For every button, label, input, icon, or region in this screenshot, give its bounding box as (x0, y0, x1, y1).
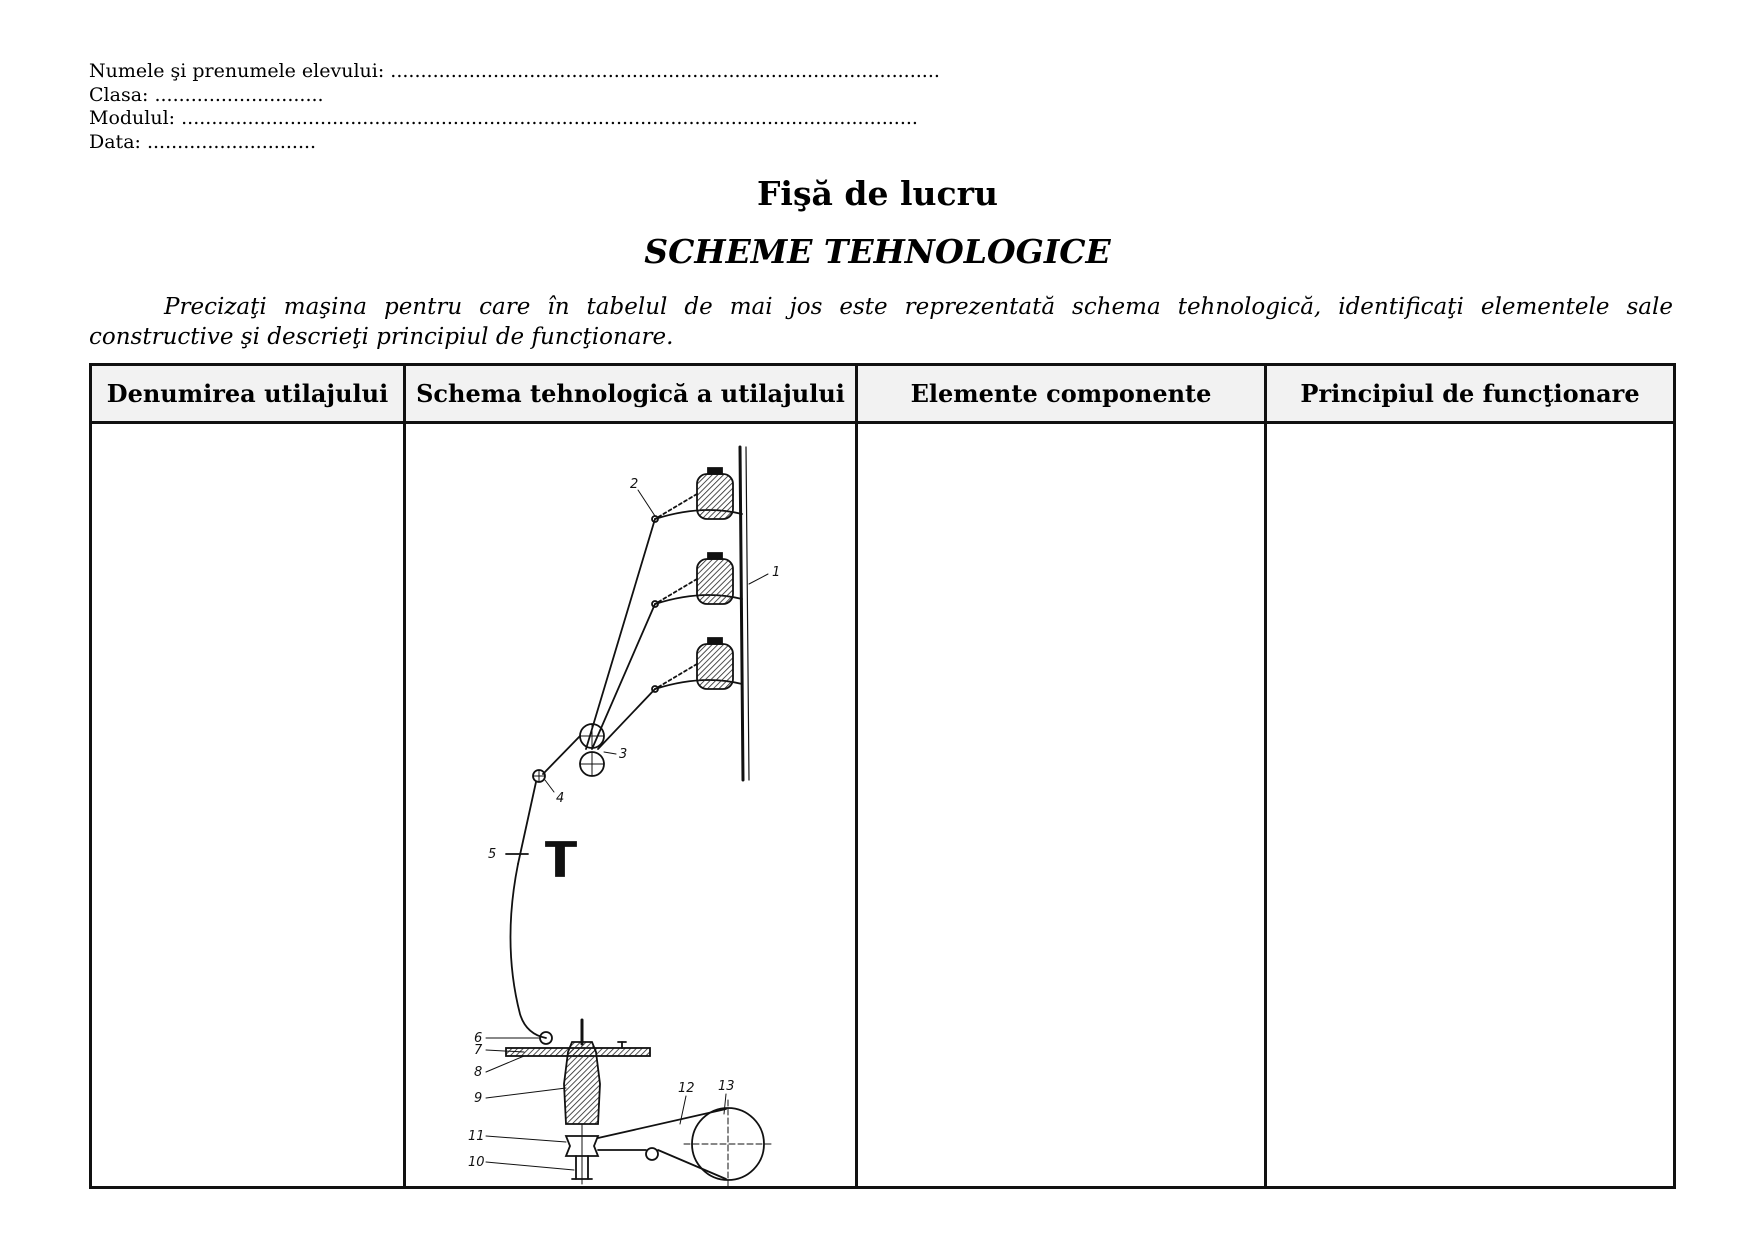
table-header-row (91, 365, 1675, 423)
scheme-label-8: 8 (474, 1065, 483, 1080)
technological-scheme-diagram (406, 424, 852, 1186)
scheme-label-2: 2 (630, 477, 639, 492)
class-field[interactable]: Clasa: ............................ (89, 83, 324, 106)
instructions-paragraph: Precizaţi maşina pentru care în tabelul de mai jos este reprezentată schema tehnologică, identificaţi elementele sale constructive şi descrieţi principiul de funcţionare. (89, 294, 1673, 350)
worksheet-table (89, 363, 1676, 1189)
date-field[interactable]: Data: ............................ (89, 130, 317, 153)
student-name-field[interactable]: Numele şi prenumele elevului: ........................................................................................... (89, 60, 940, 82)
scheme-label-11: 11 (468, 1129, 485, 1144)
scheme-label-12: 12 (678, 1081, 695, 1096)
table-row (91, 423, 1675, 1188)
cell-principiul[interactable] (1266, 423, 1675, 1188)
scheme-label-7: 7 (474, 1043, 483, 1058)
header-elemente: Elemente componente (857, 365, 1266, 423)
page-subtitle: SCHEME TEHNOLOGICE (644, 232, 1111, 271)
header-denumirea: Denumirea utilajului (91, 365, 405, 423)
scheme-label-13: 13 (718, 1079, 735, 1094)
scheme-label-9: 9 (474, 1091, 483, 1106)
page-title: Fişă de lucru (757, 174, 998, 213)
header-schema: Schema tehnologică a utilajului (405, 365, 857, 423)
cell-schema (405, 423, 857, 1188)
student-info-header (89, 60, 940, 154)
scheme-label-1: 1 (772, 565, 781, 580)
scheme-label-3: 3 (619, 747, 628, 762)
module-field[interactable]: Modulul: .......................................................................................................................... (89, 107, 918, 129)
cell-elemente[interactable] (857, 423, 1266, 1188)
scheme-label-10: 10 (468, 1155, 485, 1170)
cell-denumirea[interactable] (91, 423, 405, 1188)
scheme-label-5: 5 (488, 847, 497, 862)
scheme-label-4: 4 (556, 791, 565, 806)
header-principiul: Principiul de funcţionare (1266, 365, 1675, 423)
scheme-label-6: 6 (474, 1031, 483, 1046)
